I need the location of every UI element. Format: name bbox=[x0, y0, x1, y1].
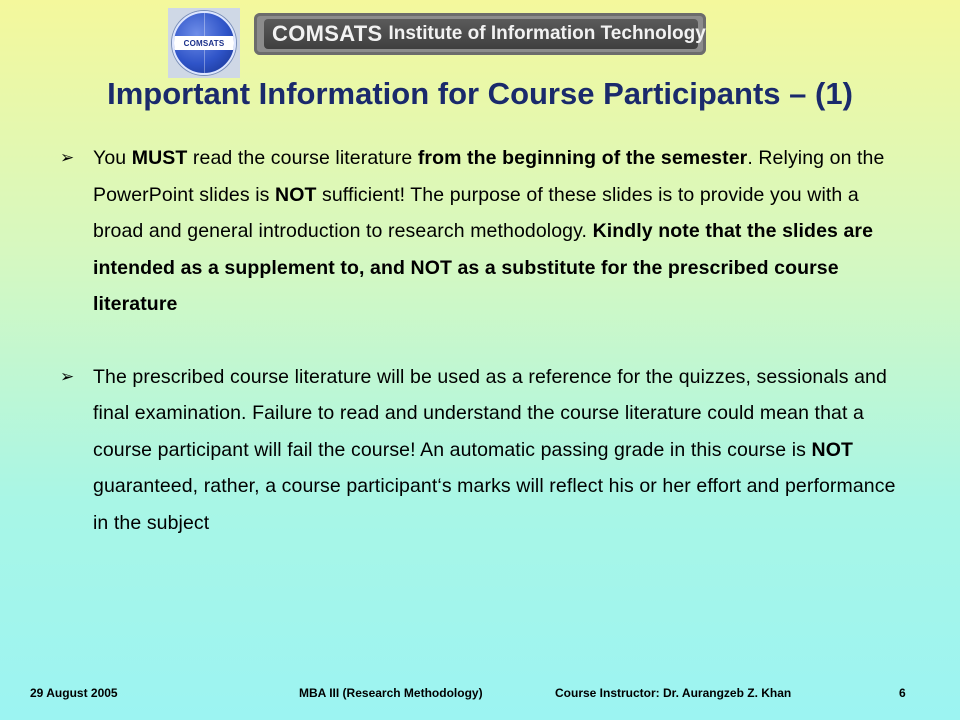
footer-course: MBA III (Research Methodology) bbox=[299, 686, 483, 700]
text-run: sufficient! The purpose of these slides is to provide you with a broad and general introduction to research methodology. bbox=[93, 183, 859, 242]
globe-icon bbox=[172, 11, 236, 75]
bold-text-run: from the beginning of the semester bbox=[417, 147, 748, 169]
institute-banner bbox=[254, 13, 706, 55]
bullet-text bbox=[93, 359, 910, 542]
text-run: read the course literature bbox=[187, 147, 418, 169]
banner-suffix: Institute of Information Technology bbox=[388, 23, 706, 44]
arrow-bullet-icon: ➢ bbox=[60, 366, 75, 386]
text-run: The prescribed course literature will be used as a reference for the quizzes, sessionals and final examination. Failure to read and understand the course literature could mean that a course participant will fail the course! An automatic passing grade in this course is bbox=[93, 365, 887, 461]
bold-text-run: MUST bbox=[131, 147, 188, 169]
bullet-item bbox=[60, 140, 910, 323]
footer-instructor: Course Instructor: Dr. Aurangzeb Z. Khan bbox=[555, 686, 792, 700]
bold-text-run: NOT bbox=[811, 438, 854, 461]
footer-page-number: 6 bbox=[899, 686, 906, 700]
comsats-emblem bbox=[168, 8, 240, 78]
text-run: guaranteed, rather, a course participant‘s marks will reflect his or her effort and performance in the subject bbox=[93, 475, 896, 534]
emblem-label: COMSATS bbox=[172, 36, 236, 50]
bullet-list bbox=[60, 140, 910, 541]
text-run: You bbox=[93, 147, 132, 169]
banner-prefix: COMSATS bbox=[272, 21, 383, 46]
bold-text-run: NOT bbox=[275, 183, 317, 206]
bullet-text bbox=[93, 140, 910, 323]
footer-date: 29 August 2005 bbox=[30, 686, 118, 700]
bold-text-run: Kindly note that the slides are intended as a supplement to, and NOT as a substitute for the prescribed course literature bbox=[93, 220, 874, 315]
bullet-item bbox=[60, 359, 910, 542]
arrow-bullet-icon: ➢ bbox=[60, 148, 75, 167]
slide-title: Important Information for Course Participants – (1) bbox=[107, 76, 853, 111]
text-run: . Relying on the PowerPoint slides is bbox=[93, 147, 885, 206]
